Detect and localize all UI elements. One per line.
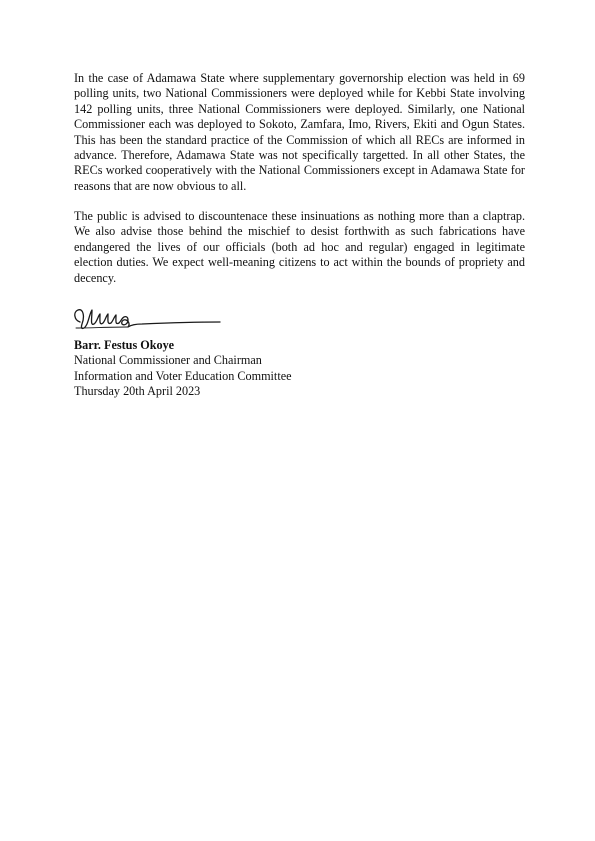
document-date: Thursday 20th April 2023 (74, 384, 201, 399)
signatory-committee: Information and Voter Education Committee (74, 368, 292, 383)
signatory-name: Barr. Festus Okoye (74, 338, 175, 352)
signature-block (74, 338, 292, 400)
handwritten-signature (70, 300, 226, 340)
body-paragraph-advisory: The public is advised to discountenace these insinuations as nothing more than a claptrap. We also advise those behind the mischief to desist forthwith as such fabrications have endangered the lives of our officials (both ad hoc and regular) engaged in legitimate election duties. We expect well-meaning citizens to act within the bounds of propriety and decency. (74, 209, 525, 285)
signatory-title: National Commissioner and Chairman (74, 353, 262, 368)
body-paragraph-deployment: In the case of Adamawa State where supplementary governorship election was held in 69 polling units, two National Commissioners were deployed while for Kebbi State involving 142 polling units, three National Commissioners were deployed. Similarly, one National Commissioner each was deployed to Sokoto, Zamfara, Imo, Rivers, Ekiti and Ogun States. This has been the standard practice of the Commission of which all RECs are informed in advance. Therefore, Adamawa State was not specifically targetted. In all other States, the RECs worked cooperatively with the National Commissioners except in Adamawa State for reasons that are now obvious to all. (74, 71, 525, 193)
